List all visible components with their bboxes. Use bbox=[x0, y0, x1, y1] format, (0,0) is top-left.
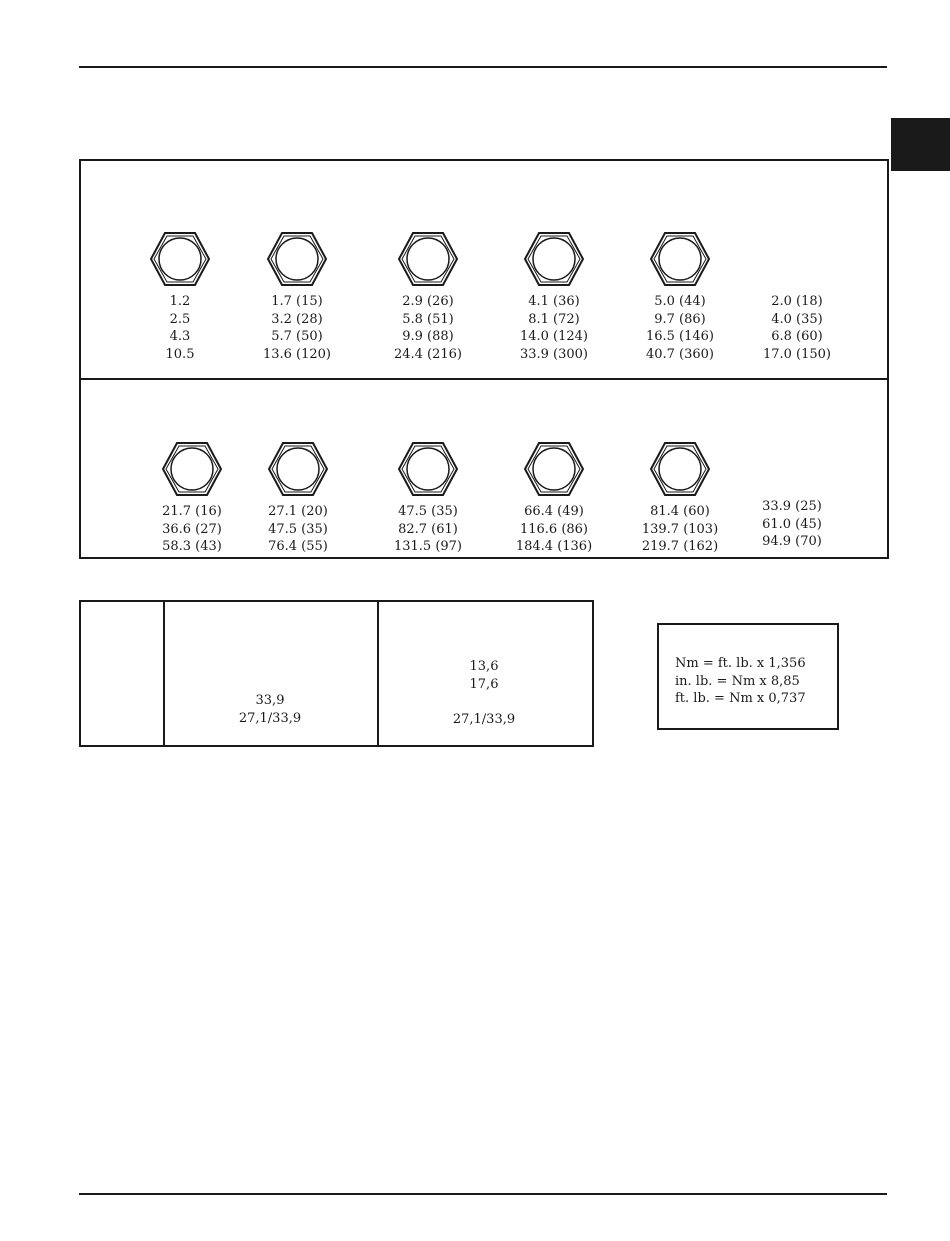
hex-bolt-icon bbox=[266, 231, 328, 287]
panel-divider bbox=[81, 378, 887, 380]
upper-value: 24.4 (216) bbox=[393, 346, 463, 362]
upper-value: 14.0 (124) bbox=[519, 329, 589, 344]
hex-bolt-icon bbox=[149, 231, 211, 287]
hex-bolt-icon bbox=[267, 441, 329, 497]
upper-value: 4.0 (35) bbox=[771, 311, 823, 327]
upper-value: 5.0 (44) bbox=[654, 294, 706, 309]
lower-value: 66.4 (49) bbox=[524, 504, 584, 519]
hex-bolt-icon bbox=[523, 231, 585, 287]
conversion-line: in. lb. = Nm x 8,85 bbox=[675, 673, 800, 689]
table-column-3 bbox=[384, 658, 584, 728]
lower-value: 82.7 (61) bbox=[398, 521, 458, 537]
table-value: 17,6 bbox=[469, 676, 499, 692]
hex-bolt-icon bbox=[649, 441, 711, 497]
lower-value: 219.7 (162) bbox=[641, 539, 719, 554]
upper-value: 1.7 (15) bbox=[271, 294, 323, 309]
lower-value: 27.1 (20) bbox=[268, 504, 328, 519]
upper-value: 8.1 (72) bbox=[528, 311, 580, 327]
upper-value: 1.2 bbox=[169, 294, 191, 309]
table-value: 27,1/33,9 bbox=[238, 710, 302, 726]
section-tab bbox=[891, 118, 950, 171]
conversion-line: ft. lb. = Nm x 0,737 bbox=[675, 691, 806, 706]
lower-column-2 bbox=[228, 441, 368, 556]
upper-value: 9.7 (86) bbox=[654, 311, 706, 327]
upper-value: 10.5 bbox=[165, 346, 195, 362]
upper-column-3 bbox=[358, 231, 498, 363]
upper-value: 17.0 (150) bbox=[762, 346, 832, 362]
conversion-box bbox=[657, 623, 839, 730]
table-value: 33,9 bbox=[255, 693, 285, 708]
upper-column-2 bbox=[227, 231, 367, 363]
hex-bolt-icon bbox=[397, 441, 459, 497]
lower-value: 81.4 (60) bbox=[650, 504, 710, 519]
upper-value: 4.1 (36) bbox=[528, 294, 580, 309]
lower-value: 21.7 (16) bbox=[162, 504, 222, 519]
upper-value: 5.7 (50) bbox=[271, 329, 323, 344]
lower-value: 61.0 (45) bbox=[762, 516, 822, 532]
upper-value: 6.8 (60) bbox=[771, 329, 823, 344]
hex-bolt-icon bbox=[649, 231, 711, 287]
lower-value: 184.4 (136) bbox=[515, 539, 593, 554]
table-column-2 bbox=[170, 692, 370, 727]
hex-bolt-icon bbox=[523, 441, 585, 497]
upper-value: 2.0 (18) bbox=[771, 294, 823, 309]
lower-value: 76.4 (55) bbox=[268, 539, 328, 554]
upper-value: 2.5 bbox=[169, 311, 191, 327]
lower-value: 139.7 (103) bbox=[641, 521, 719, 537]
upper-value: 3.2 (28) bbox=[271, 311, 323, 327]
lower-column-3 bbox=[358, 441, 498, 556]
fastener-table bbox=[79, 600, 594, 747]
upper-column-4 bbox=[484, 231, 624, 363]
torque-table bbox=[79, 159, 889, 559]
header-rule bbox=[79, 66, 887, 68]
table-value: 27,1/33,9 bbox=[452, 711, 516, 727]
lower-value: 33.9 (25) bbox=[762, 499, 822, 514]
lower-value: 47.5 (35) bbox=[398, 504, 458, 519]
lower-column-4 bbox=[484, 441, 624, 556]
hex-bolt-icon bbox=[397, 231, 459, 287]
table-column-divider bbox=[377, 602, 379, 745]
upper-value: 16.5 (146) bbox=[645, 329, 715, 344]
lower-column-6 bbox=[722, 498, 862, 551]
hex-bolt-icon bbox=[161, 441, 223, 497]
conversion-line: Nm = ft. lb. x 1,356 bbox=[675, 656, 806, 671]
conversion-lines bbox=[675, 655, 806, 708]
lower-value: 58.3 (43) bbox=[162, 539, 222, 554]
upper-value: 13.6 (120) bbox=[262, 346, 332, 362]
upper-value: 5.8 (51) bbox=[402, 311, 454, 327]
table-value: 13,6 bbox=[469, 659, 499, 674]
lower-value: 47.5 (35) bbox=[268, 521, 328, 537]
lower-value: 36.6 (27) bbox=[162, 521, 222, 537]
lower-value: 131.5 (97) bbox=[393, 539, 463, 554]
upper-value: 4.3 bbox=[169, 329, 191, 344]
upper-column-6 bbox=[727, 293, 867, 363]
upper-value: 40.7 (360) bbox=[645, 346, 715, 362]
upper-value: 9.9 (88) bbox=[402, 329, 454, 344]
lower-value: 94.9 (70) bbox=[762, 534, 822, 549]
table-spacer bbox=[384, 693, 584, 711]
upper-value: 33.9 (300) bbox=[519, 346, 589, 362]
table-column-divider bbox=[163, 602, 165, 745]
footer-rule bbox=[79, 1193, 887, 1195]
lower-value: 116.6 (86) bbox=[519, 521, 589, 537]
upper-value: 2.9 (26) bbox=[402, 294, 454, 309]
